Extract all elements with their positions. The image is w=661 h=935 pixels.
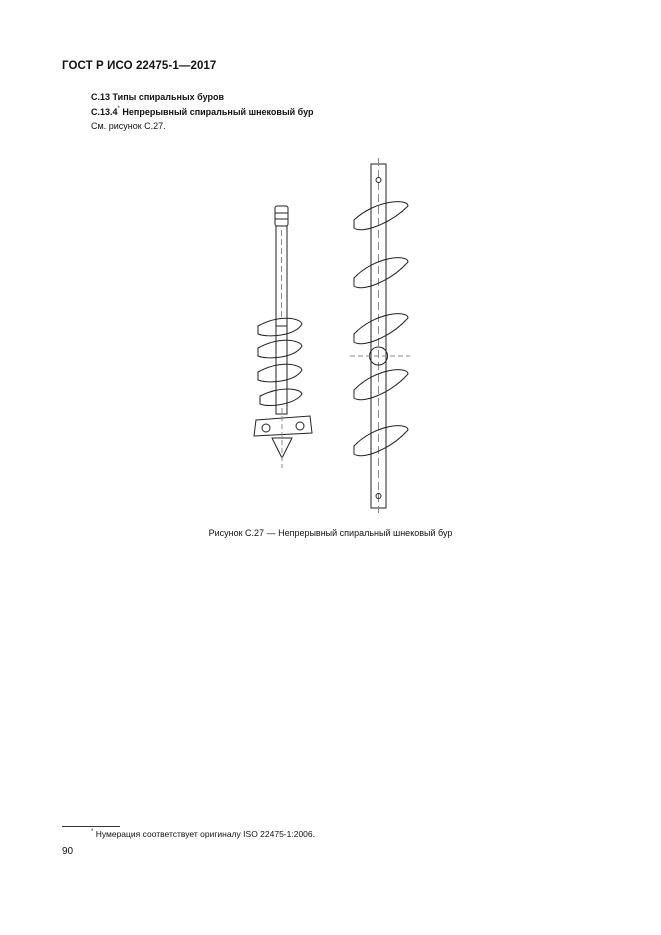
footnote-divider (62, 826, 120, 827)
figure-caption: Рисунок С.27 — Непрерывный спиральный шнековый бур (208, 528, 453, 538)
footnote (91, 829, 315, 839)
document-header: ГОСТ Р ИСО 22475-1—2017 (62, 60, 217, 72)
small-auger-drawing (254, 206, 312, 468)
subsection-number: С.13.4 (91, 107, 118, 117)
auger-figure (240, 158, 430, 518)
subsection-footnote-marker: * (117, 106, 120, 112)
footnote-marker: * (91, 829, 94, 836)
subsection-title (91, 107, 314, 117)
footnote-text: Нумерация соответствует оригиналу ISO 22475-1:2006. (95, 829, 315, 839)
page-number: 90 (62, 846, 74, 857)
figure-reference: См. рисунок С.27. (91, 121, 166, 131)
section-title: С.13 Типы спиральных буров (91, 92, 225, 102)
continuous-flight-auger-drawing (350, 158, 410, 513)
subsection-title-text: Непрерывный спиральный шнековый бур (122, 107, 314, 117)
